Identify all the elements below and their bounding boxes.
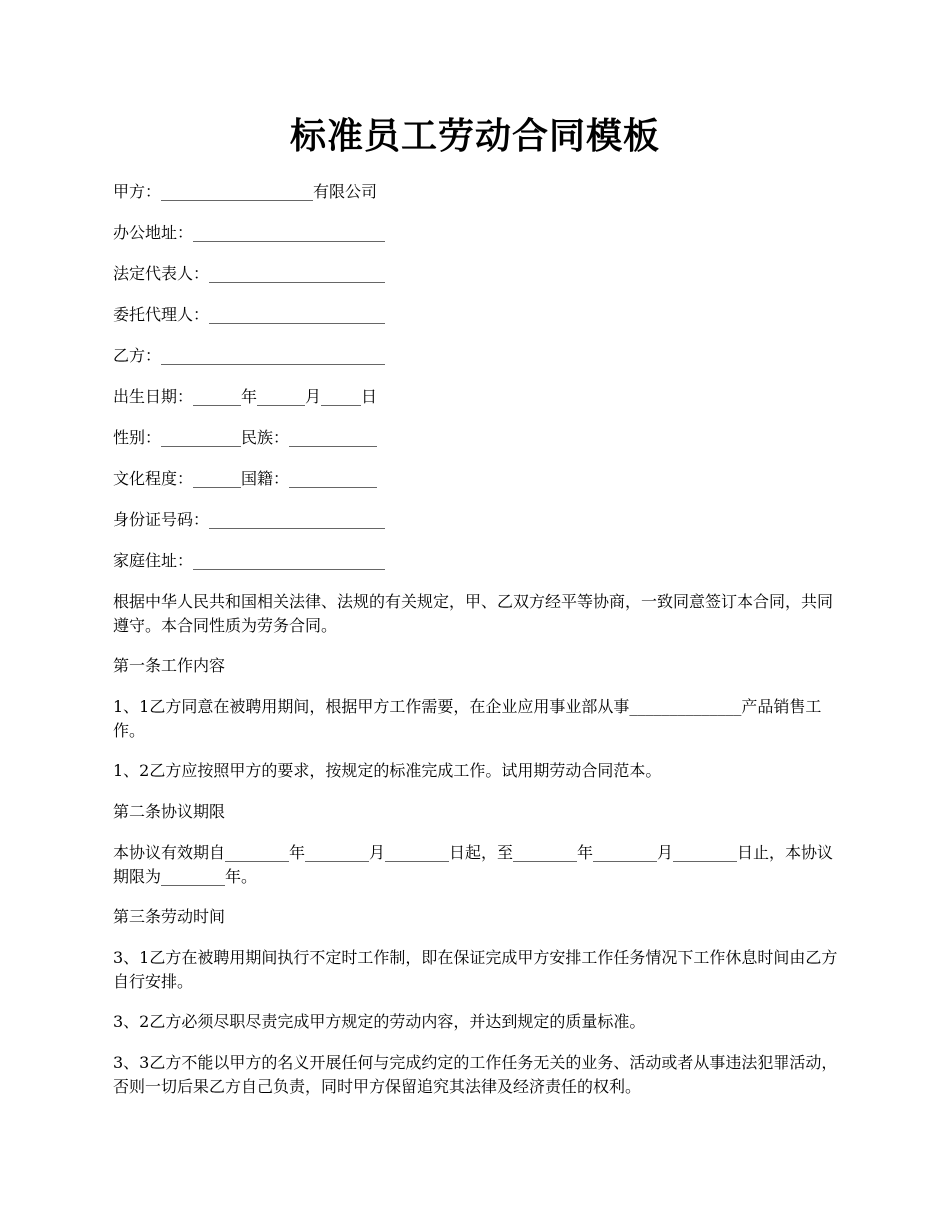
agreement-period-paragraph: 本协议有效期自________年________月________日起，至________年________月________日止，本协议期限为________年。 [113, 843, 834, 886]
party-a-line: 甲方：___________________有限公司 [113, 182, 378, 201]
clause-1-1: 1、1乙方同意在被聘用期间，根据甲方工作需要，在企业应用事业部从事______________产品销售工作。 [113, 697, 822, 740]
document-title: 标准员工劳动合同模板 [289, 115, 660, 157]
document-body [113, 180, 843, 1099]
gender-ethnicity-line: 性别：__________民族：___________ [113, 428, 378, 447]
article-1-heading: 第一条工作内容 [113, 656, 226, 675]
party-b-line: 乙方：____________________________ [113, 346, 386, 365]
clause-3-3: 3、3乙方不能以甲方的名义开展任何与完成约定的工作任务无关的业务、活动或者从事违法犯罪活动，否则一切后果乙方自己负责，同时甲方保留追究其法律及经济责任的权利。 [113, 1053, 838, 1096]
article-3-heading: 第三条劳动时间 [113, 907, 226, 926]
clause-3-2: 3、2乙方必须尽职尽责完成甲方规定的劳动内容，并达到规定的质量标准。 [113, 1012, 646, 1031]
office-address-line: 办公地址：________________________ [113, 223, 386, 242]
home-address-line: 家庭住址：________________________ [113, 551, 386, 570]
clause-1-2: 1、2乙方应按照甲方的要求，按规定的标准完成工作。试用期劳动合同范本。 [113, 761, 662, 780]
preamble-paragraph: 根据中华人民共和国相关法律、法规的有关规定，甲、乙双方经平等协商，一致同意签订本合同，共同遵守。本合同性质为劳务合同。 [113, 592, 834, 635]
clause-3-1: 3、1乙方在被聘用期间执行不定时工作制，即在保证完成甲方安排工作任务情况下工作休息时间由乙方自行安排。 [113, 948, 838, 991]
education-nationality-line: 文化程度：______国籍：___________ [113, 469, 378, 488]
authorized-agent-line: 委托代理人：______________________ [113, 305, 386, 324]
article-2-heading: 第二条协议期限 [113, 802, 226, 821]
birth-date-line: 出生日期：______年______月_____日 [113, 387, 378, 406]
id-number-line: 身份证号码：______________________ [113, 510, 386, 529]
legal-representative-line: 法定代表人：______________________ [113, 264, 386, 283]
